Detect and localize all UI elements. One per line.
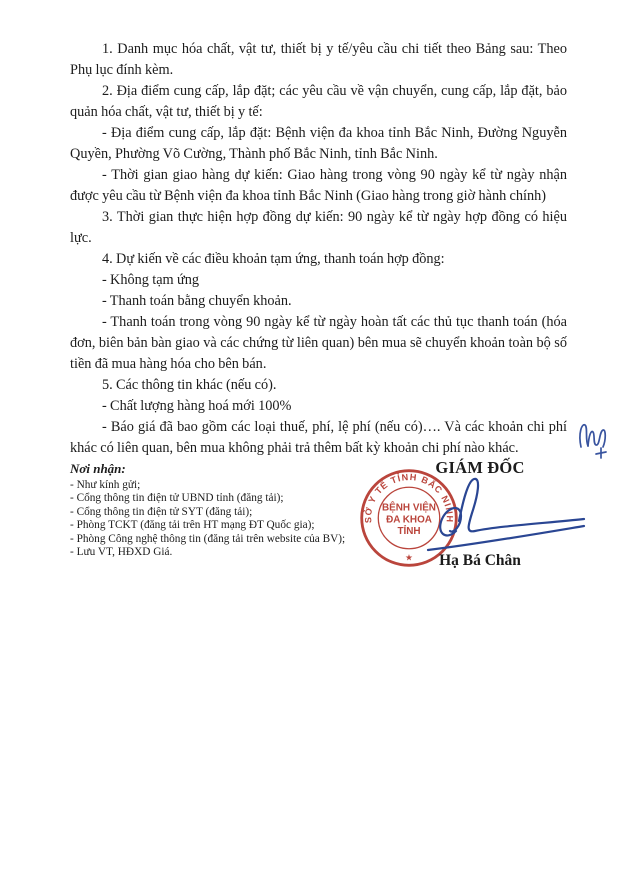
paragraph: - Thanh toán bằng chuyển khoản. (102, 293, 292, 309)
paragraph: 1. Danh mục hóa chất, vật tư, thiết bị y tế/yêu cầu chi tiết theo Bảng sau: Theo Phụ lục đính kèm. (70, 41, 567, 78)
recipient-item: - Phòng Công nghệ thông tin (đăng tải trên website của BV); (70, 532, 346, 545)
recipients-heading: Nơi nhận: (70, 461, 126, 476)
paragraph: - Địa điểm cung cấp, lắp đặt: Bệnh viện đa khoa tỉnh Bắc Ninh, Đường Nguyễn Quyền, Phường Võ Cường, Thành phố Bắc Ninh, tỉnh Bắc Ninh. (70, 125, 567, 162)
signer-title: GIÁM ĐỐC (435, 458, 525, 477)
paragraph: - Thời gian giao hàng dự kiến: Giao hàng trong vòng 90 ngày kể từ ngày nhận được yêu cầu từ Bệnh viện đa khoa tỉnh Bắc Ninh (Giao hàng trong giờ hành chính) (70, 167, 567, 204)
recipient-item: - Phòng TCKT (đăng tải trên HT mạng ĐT Quốc gia); (70, 519, 315, 532)
paragraph: - Thanh toán trong vòng 90 ngày kể từ ngày hoàn tất các thủ tục thanh toán (hóa đơn, biên bản bàn giao và các chứng từ liên quan) bên mua sẽ chuyển khoản toàn bộ số tiền đã mua hàng hóa cho bên bán. (70, 314, 567, 372)
recipient-item: - Cổng thông tin điện tử SYT (đăng tải); (70, 505, 253, 518)
paragraph: - Không tạm ứng (102, 272, 199, 288)
paragraph: 5. Các thông tin khác (nếu có). (102, 377, 277, 393)
stamp-center-line2: ĐA KHOA (386, 514, 432, 526)
paragraph: 3. Thời gian thực hiện hợp đồng dự kiến: 90 ngày kể từ ngày hợp đồng có hiệu lực. (70, 209, 567, 246)
recipient-item: - Như kính gửi; (70, 479, 141, 491)
paragraph: - Báo giá đã bao gồm các loại thuế, phí, lệ phí (nếu có)…. Và các khoản chi phí khác có liên quan, bên mua không phải trả thêm bất kỳ khoản chi phí nào khác. (70, 419, 567, 456)
recipient-item: - Lưu VT, HĐXD Giá. (70, 546, 173, 559)
stamp-star-icon: ★ (405, 553, 413, 563)
recipient-item: - Cổng thông tin điện tử UBND tỉnh (đăng tải); (70, 492, 284, 505)
paragraph: 2. Địa điểm cung cấp, lắp đặt; các yêu cầu về vận chuyển, cung cấp, lắp đặt, bảo quản hóa chất, vật tư, thiết bị y tế: (70, 83, 567, 120)
document-body (70, 39, 567, 459)
stamp-center-line3: TỈNH (397, 526, 421, 538)
stamp-ring-text: SỞ Y TẾ TỈNH BẮC NINH (363, 471, 455, 524)
recipients-block (70, 461, 390, 559)
reviewer-initials-signature (576, 420, 612, 467)
signer-name: Hạ Bá Chân (439, 552, 521, 569)
paragraph: 4. Dự kiến về các điều khoản tạm ứng, thanh toán hợp đồng: (102, 251, 445, 267)
stamp-center-line1: BỆNH VIỆN (382, 502, 436, 514)
paragraph: - Chất lượng hàng hoá mới 100% (102, 398, 292, 414)
